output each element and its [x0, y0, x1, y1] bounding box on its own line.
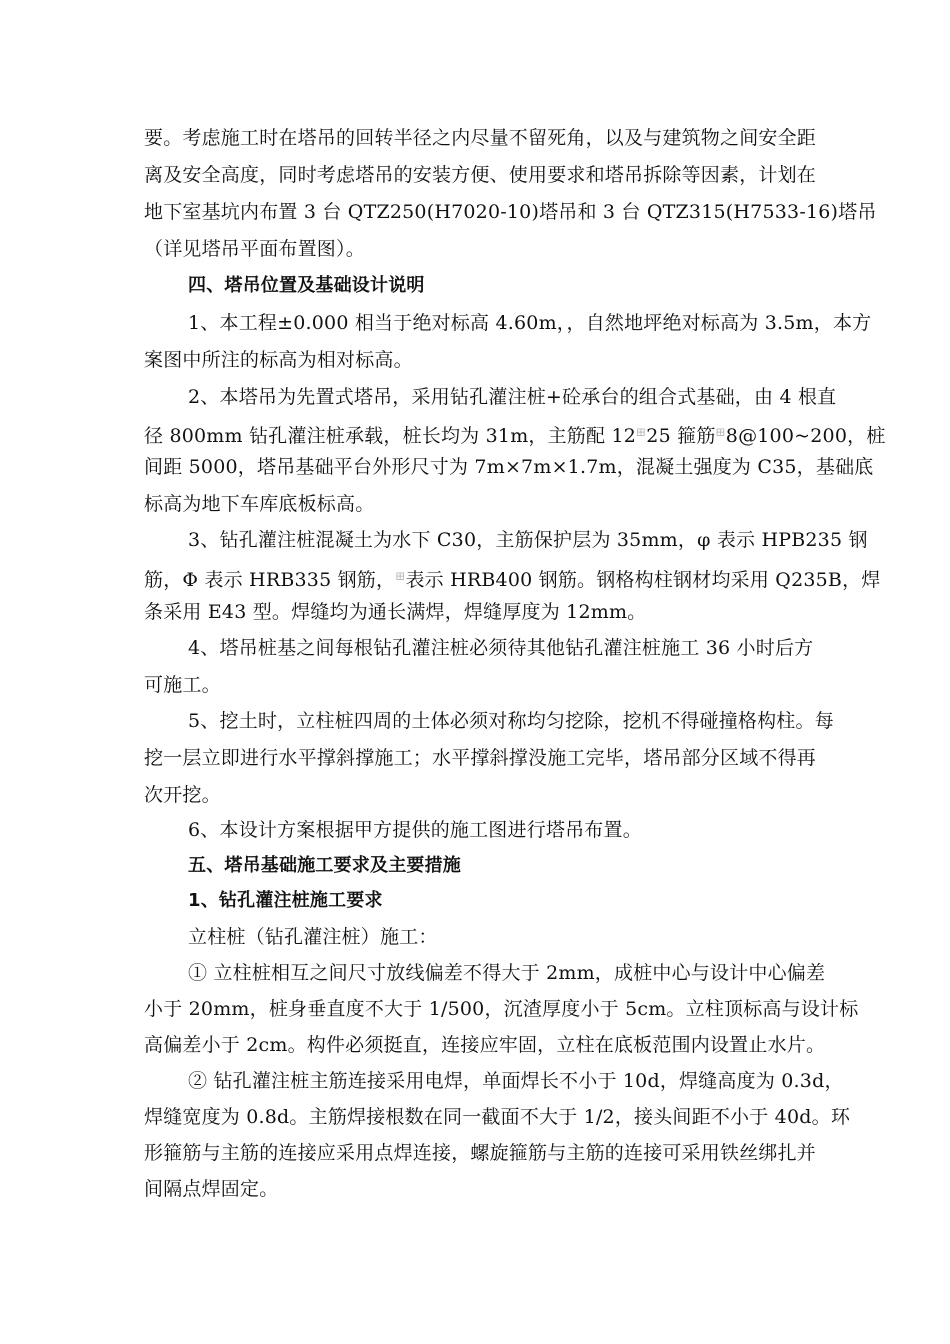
paragraph-line: ② 钻孔灌注桩主筋连接采用电焊，单面焊长不小于 10d，焊缝高度为 0.3d， [188, 1070, 844, 1092]
text-segment: 8@100~200，桩 [725, 425, 886, 447]
paragraph-line: 要。考虑施工时在塔吊的回转半径之内尽量不留死角，以及与建筑物之间安全距 [144, 127, 817, 149]
paragraph-line: （详见塔吊平面布置图）。 [144, 238, 365, 260]
paragraph-line: 间隔点焊固定。 [144, 1178, 279, 1200]
text-segment: 筋，Φ 表示 HRB335 钢筋， [144, 569, 396, 591]
paragraph-line: 离及安全高度，同时考虑塔吊的安装方便、使用要求和塔吊拆除等因素，计划在 [144, 164, 817, 186]
paragraph-line: 3、钻孔灌注桩混凝土为水下 C30，主筋保护层为 35mm，φ 表示 HPB235 钢 [188, 529, 868, 551]
paragraph-line: ① 立柱桩相互之间尺寸放线偏差不得大于 2mm，成桩中心与设计中心偏差 [188, 962, 826, 984]
paragraph-line [144, 420, 886, 448]
section-heading: 四、塔吊位置及基础设计说明 [188, 275, 425, 296]
section-heading: 五、塔吊基础施工要求及主要措施 [188, 855, 461, 876]
rebar-symbol-icon: ⊞ [395, 569, 406, 583]
paragraph-line: 高偏差小于 2cm。构件必须挺直，连接应牢固，立柱在底板范围内设置止水片。 [144, 1034, 826, 1056]
paragraph-line: 4、塔吊桩基之间每根钻孔灌注桩必须待其他钻孔灌注桩施工 36 小时后方 [188, 637, 814, 659]
text-segment: 表示 HRB400 钢筋。钢格构柱钢材均采用 Q235B，焊 [405, 569, 881, 591]
paragraph-line: 形箍筋与主筋的连接应采用点焊连接，螺旋箍筋与主筋的连接可采用铁丝绑扎并 [144, 1142, 817, 1164]
paragraph-line: 地下室基坑内布置 3 台 QTZ250(H7020-10)塔吊和 3 台 QTZ315(H7533-16)塔吊 [144, 201, 877, 223]
text-segment: 径 800mm 钻孔灌注桩承载，桩长均为 31m，主筋配 12 [144, 425, 637, 447]
paragraph-line: 2、本塔吊为先置式塔吊，采用钻孔灌注桩+砼承台的组合式基础，由 4 根直 [188, 386, 837, 408]
paragraph-line: 小于 20mm，桩身垂直度不大于 1/500，沉渣厚度小于 5cm。立柱顶标高与设计标 [144, 998, 859, 1020]
paragraph-line: 6、本设计方案根据甲方提供的施工图进行塔吊布置。 [188, 819, 642, 841]
paragraph-line [144, 564, 881, 592]
paragraph-line: 案图中所注的标高为相对标高。 [144, 349, 413, 371]
paragraph-line: 5、挖土时，立柱桩四周的土体必须对称均匀挖除，挖机不得碰撞格构柱。每 [188, 710, 834, 732]
paragraph-line: 1、本工程±0.000 相当于绝对标高 4.60m，，自然地坪绝对标高为 3.5m，本方 [188, 312, 872, 334]
text-segment: 25 箍筋 [646, 425, 716, 447]
paragraph-line: 间距 5000，塔吊基础平台外形尺寸为 7m×7m×1.7m，混凝土强度为 C35，基础底 [144, 456, 874, 478]
paragraph-line: 条采用 E43 型。焊缝均为通长满焊，焊缝厚度为 12mm。 [144, 601, 647, 623]
paragraph-line: 次开挖。 [144, 784, 221, 806]
paragraph-line: 可施工。 [144, 674, 221, 696]
paragraph-line: 立柱桩（钻孔灌注桩）施工： [188, 926, 438, 948]
rebar-symbol-icon: ⊞ [636, 425, 647, 439]
subsection-heading: 1、钻孔灌注桩施工要求 [188, 890, 383, 911]
paragraph-line: 标高为地下车库底板标高。 [144, 493, 375, 515]
rebar-symbol-icon: ⊞ [715, 425, 726, 439]
paragraph-line: 焊缝宽度为 0.8d。主筋焊接根数在同一截面不大于 1/2，接头间距不小于 40d。环 [144, 1106, 851, 1128]
paragraph-line: 挖一层立即进行水平撑斜撑施工；水平撑斜撑没施工完毕，塔吊部分区域不得再 [144, 747, 817, 769]
